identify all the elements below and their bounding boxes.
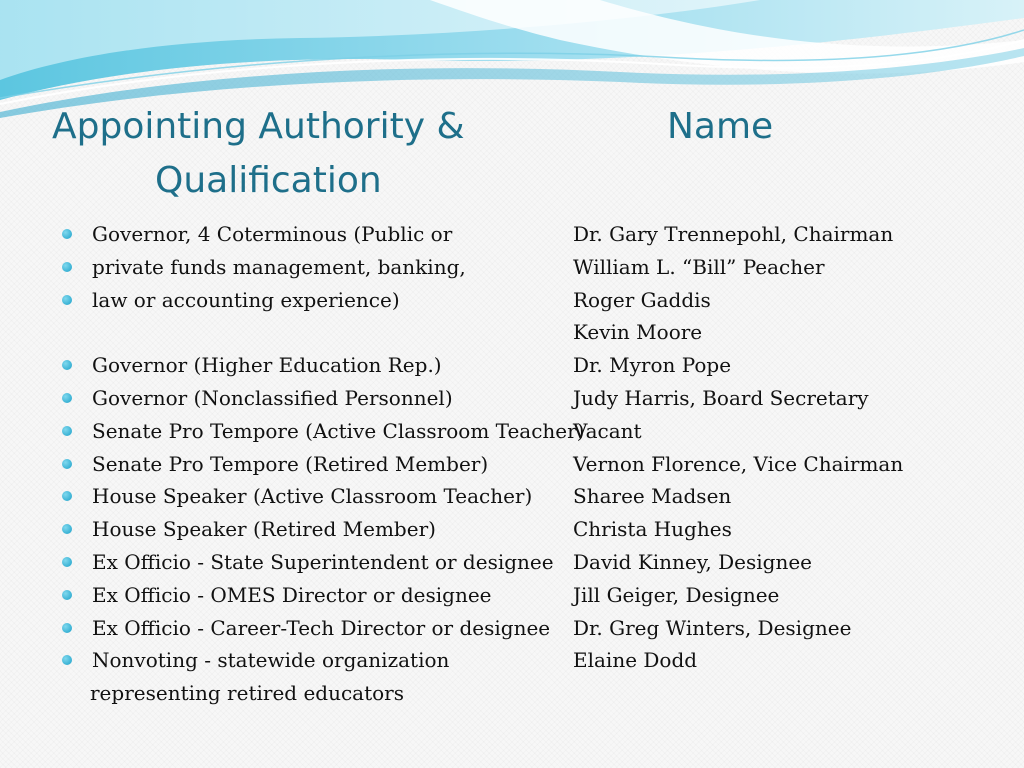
member-name: Roger Gaddis [573,287,711,312]
list-item [62,415,585,448]
list-item [62,644,582,677]
bullet-icon [62,623,72,633]
qualification-text: Governor (Nonclassified Personnel) [92,385,453,410]
bullet-icon [62,393,72,403]
member-name: Christa Hughes [573,517,732,542]
bullet-icon [62,590,72,600]
member-name: Jill Geiger, Designee [573,582,780,607]
heading-line1: Appointing Authority & [52,106,465,147]
list-item [62,546,582,579]
qualification-text: Senate Pro Tempore (Active Classroom Teacher) [92,418,585,443]
qualification-text: Governor (Higher Education Rep.) [92,353,442,378]
member-name: Vacant [573,418,642,443]
bullet-icon [62,229,72,239]
member-name: Dr. Gary Trennepohl, Chairman [573,222,894,246]
bullet-icon [62,262,72,272]
bullet-icon [62,655,72,665]
list-item [62,480,582,513]
member-name: Dr. Myron Pope [573,353,732,378]
qualification-text: Ex Officio - Career-Tech Director or designee [92,615,551,640]
bullet-icon [62,557,72,567]
qualification-list [62,218,585,710]
member-name: David Kinney, Designee [573,549,812,574]
member-name: Dr. Greg Winters, Designee [573,615,852,640]
list-item [62,579,582,612]
qualification-text: representing retired educators [90,681,404,706]
member-name: Elaine Dodd [573,648,698,673]
list-item [62,251,582,284]
member-name: Judy Harris, Board Secretary [573,385,869,410]
qualification-text: Ex Officio - OMES Director or designee [92,582,492,607]
qualification-text: House Speaker (Retired Member) [92,517,436,542]
list-item [62,382,582,415]
list-item [62,349,582,382]
list-item-blank [62,316,582,349]
bullet-icon [62,360,72,370]
list-item [62,513,582,546]
list-item [62,612,582,645]
qualification-text: Ex Officio - State Superintendent or designee [92,549,554,574]
heading-appointing-authority [52,100,522,208]
list-item [62,448,582,481]
member-name-list [573,218,1013,677]
heading-name: Name [667,106,774,147]
heading-line2: Qualification [155,160,382,201]
qualification-text: law or accounting experience) [92,287,400,312]
qualification-text: Nonvoting - statewide organization [92,648,450,673]
list-item [62,218,582,251]
qualification-text: House Speaker (Active Classroom Teacher) [92,484,533,509]
bullet-icon [62,426,72,436]
member-name: Vernon Florence, Vice Chairman [573,451,904,476]
bullet-icon [62,295,72,305]
qualification-text: Senate Pro Tempore (Retired Member) [92,451,489,476]
list-item-continuation [62,677,582,710]
qualification-text: private funds management, banking, [92,254,466,279]
bullet-icon [62,459,72,469]
bullet-icon [62,524,72,534]
member-name: Kevin Moore [573,320,703,345]
member-name: William L. “Bill” Peacher [573,254,825,279]
qualification-text: Governor, 4 Coterminous (Public or [92,222,453,246]
member-name: Sharee Madsen [573,484,732,509]
bullet-icon [62,491,72,501]
list-item [62,284,582,317]
